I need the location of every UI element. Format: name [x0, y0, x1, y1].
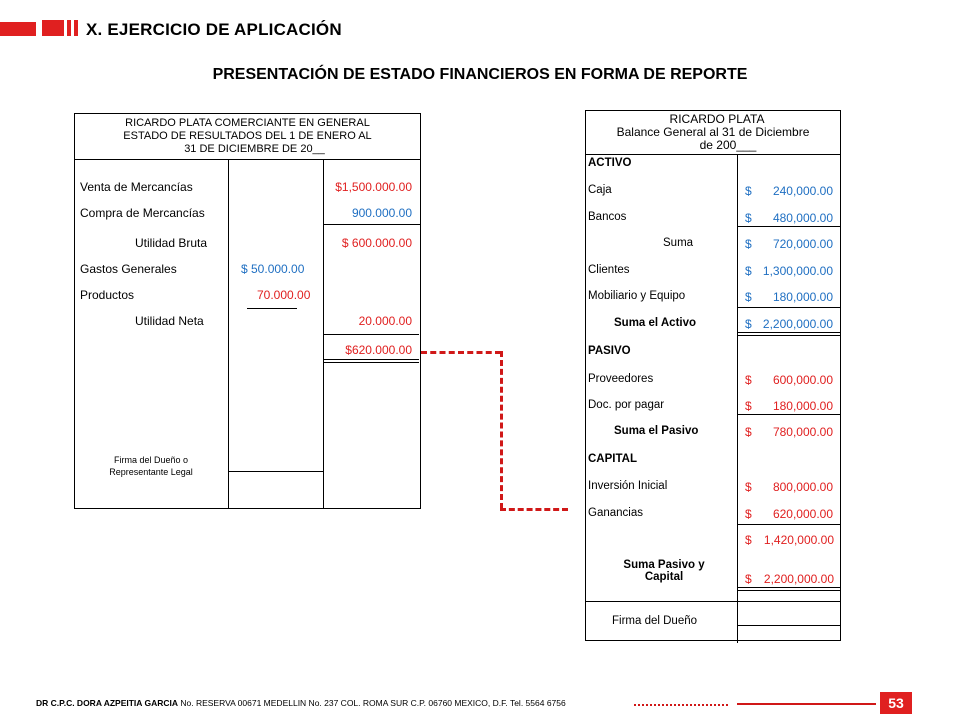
header-bar-1 [42, 20, 64, 36]
header-bar-2 [67, 20, 71, 36]
footer-details: No. RESERVA 00671 MEDELLIN No. 237 COL. ROMA SUR C.P. 06760 MEXICO, D.F. Tel. 5564 6756 [178, 698, 566, 708]
bs-label-caja: Caja [588, 184, 612, 196]
is-label-utilidad-neta: Utilidad Neta [135, 314, 204, 328]
header-bar-long [0, 22, 36, 36]
is-title-line-3: 31 DE DICIEMBRE DE 20__ [184, 143, 325, 155]
bs-label-ganancias: Ganancias [588, 507, 643, 519]
bs-label-doc-pagar: Doc. por pagar [588, 399, 665, 411]
bs-dollar-suma-activo: $ [745, 317, 752, 331]
balance-sheet [585, 110, 841, 641]
main-title: PRESENTACIÓN DE ESTADO FINANCIEROS EN FORMA DE REPORTE [212, 66, 748, 83]
is-label-utilidad-bruta: Utilidad Bruta [135, 236, 208, 250]
bs-section-pasivo: PASIVO [588, 345, 631, 357]
bs-double-underline-activo-2 [737, 335, 841, 336]
bs-col-divider [737, 155, 738, 643]
bs-value-doc-pagar: 180,000.00 [772, 399, 833, 413]
bs-double-underline-final-1 [737, 587, 841, 588]
bs-value-ganancias: 620,000.00 [772, 507, 833, 521]
bs-dollar-clientes: $ [745, 264, 752, 278]
bs-dollar-subtotal-capital: $ [745, 533, 752, 547]
bs-signature-line [737, 625, 841, 626]
bs-dollar-suma-pasivo: $ [745, 425, 752, 439]
bs-label-suma-pasivo: Suma el Pasivo [614, 425, 699, 437]
bs-dollar-bancos: $ [745, 211, 752, 225]
footer-rule [737, 703, 876, 705]
bs-label-suma-pasivo-capital-line-1: Suma Pasivo y [623, 559, 705, 571]
section-title: X. EJERCICIO DE APLICACIÓN [86, 20, 342, 39]
bs-signature-label: Firma del Dueño [612, 615, 698, 627]
is-underline-productos [247, 308, 297, 309]
is-label-ventas: Venta de Mercancías [80, 180, 193, 194]
is-underline-compras [323, 224, 421, 225]
header-bar-3 [74, 20, 78, 36]
bs-label-suma: Suma [663, 237, 694, 249]
bs-value-proveedores: 600,000.00 [772, 373, 833, 387]
bs-signature-separator [586, 601, 840, 602]
is-title-line-1: RICARDO PLATA COMERCIANTE EN GENERAL [125, 117, 370, 129]
bs-value-bancos: 480,000.00 [772, 211, 833, 225]
is-value-compras: 900.000.00 [351, 206, 412, 220]
income-statement [74, 113, 421, 509]
is-signature-line-2: Representante Legal [109, 467, 193, 477]
is-label-gastos: Gastos Generales [80, 262, 177, 276]
is-double-underline-2 [323, 362, 419, 363]
connector-top [421, 351, 501, 354]
is-label-productos: Productos [80, 288, 135, 302]
bs-underline-doc-pagar [737, 414, 841, 415]
is-label-compras: Compra de Mercancías [80, 206, 205, 220]
bs-label-clientes: Clientes [588, 264, 630, 276]
is-col-divider-1 [228, 160, 229, 509]
is-signature-label [79, 454, 223, 478]
bs-underline-bancos [737, 226, 841, 227]
bs-value-inversion: 800,000.00 [772, 480, 833, 494]
bs-value-subtotal-capital: 1,420,000.00 [763, 533, 834, 547]
bs-label-suma-pasivo-capital-line-2: Capital [644, 571, 684, 583]
bs-double-underline-final-2 [737, 590, 841, 591]
bs-dollar-suma-pasivo-capital: $ [745, 572, 752, 586]
bs-value-suma: 720,000.00 [772, 237, 833, 251]
is-value-gastos: $ 50.000.00 [241, 262, 305, 276]
bs-underline-ganancias [737, 524, 841, 525]
bs-label-bancos: Bancos [588, 211, 627, 223]
bs-label-mobiliario: Mobiliario y Equipo [588, 290, 686, 302]
page-number: 53 [880, 692, 912, 714]
bs-value-suma-activo: 2,200,000.00 [762, 317, 833, 331]
is-value-ventas: $1,500.000.00 [335, 180, 412, 194]
bs-title-line-1: RICARDO PLATA [669, 112, 765, 126]
bs-section-capital: CAPITAL [588, 453, 637, 465]
income-statement-header [75, 114, 420, 160]
bs-title-line-3: de 200___ [699, 138, 757, 152]
bs-section-activo: ACTIVO [588, 157, 632, 169]
bs-label-proveedores: Proveedores [588, 373, 654, 385]
bs-label-inversion: Inversión Inicial [588, 480, 668, 492]
bs-dollar-inversion: $ [745, 480, 752, 494]
bs-value-caja: 240,000.00 [772, 184, 833, 198]
connector-vertical [500, 351, 503, 509]
bs-dollar-proveedores: $ [745, 373, 752, 387]
bs-dollar-mobiliario: $ [745, 290, 752, 304]
footer-text [36, 698, 566, 708]
is-signature-line [228, 471, 323, 472]
bs-title-line-2: Balance General al 31 de Diciembre [616, 125, 810, 139]
bs-label-suma-pasivo-capital [614, 559, 714, 583]
footer-author: DR C.P.C. DORA AZPEITIA GARCIA [36, 698, 178, 708]
bs-dollar-doc-pagar: $ [745, 399, 752, 413]
bs-value-mobiliario: 180,000.00 [772, 290, 833, 304]
is-value-productos: 70.000.00 [257, 288, 311, 302]
is-title-line-2: ESTADO DE RESULTADOS DEL 1 DE ENERO AL [123, 130, 372, 142]
bs-dollar-suma: $ [745, 237, 752, 251]
bs-label-suma-activo: Suma el Activo [614, 317, 697, 329]
bs-value-suma-pasivo: 780,000.00 [772, 425, 833, 439]
bs-underline-mobiliario [737, 307, 841, 308]
bs-dollar-caja: $ [745, 184, 752, 198]
bs-value-clientes: 1,300,000.00 [762, 264, 833, 278]
is-underline-utilidad-neta [323, 334, 419, 335]
bs-dollar-ganancias: $ [745, 507, 752, 521]
footer-dotted-rule [634, 704, 728, 706]
is-value-total: $620.000.00 [345, 343, 412, 357]
is-double-underline-1 [323, 359, 419, 360]
bs-double-underline-activo-1 [737, 332, 841, 333]
is-signature-line-1: Firma del Dueño o [113, 455, 189, 465]
bs-value-suma-pasivo-capital: 2,200,000.00 [763, 572, 834, 586]
is-value-utilidad-neta: 20.000.00 [358, 314, 412, 328]
connector-bottom [500, 508, 568, 511]
bs-header [586, 111, 840, 155]
is-value-utilidad-bruta: $ 600.000.00 [341, 236, 412, 250]
